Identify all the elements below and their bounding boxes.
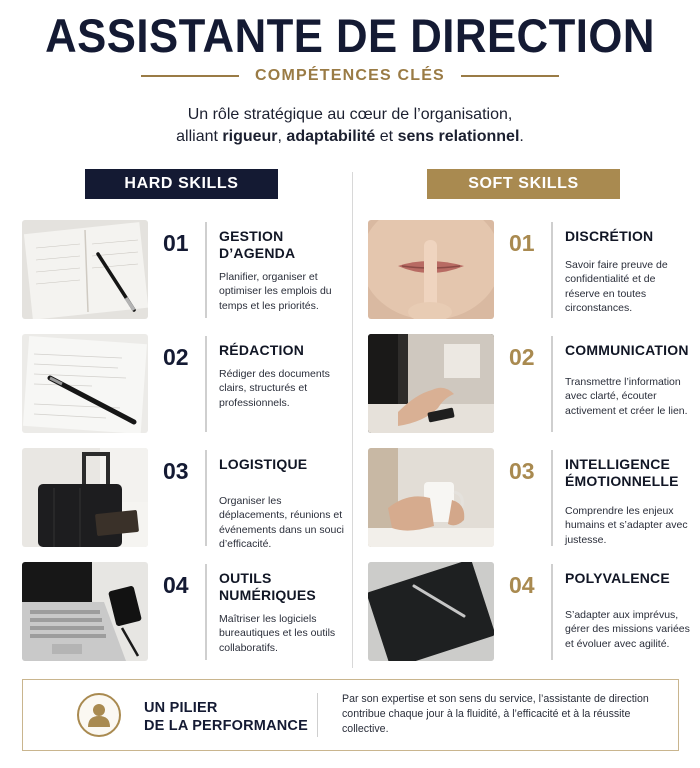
skill-number: 04 [163,572,189,598]
intro-emphasis-sens-relationnel: sens relationnel [397,128,520,145]
skill-description: Planifier, organiser et optimiser les emplois du temps et les priorités. [219,271,332,312]
column-divider [352,172,353,668]
intro-emphasis-adaptabilite: adaptabilité [286,128,376,145]
planner-image [22,220,148,319]
skill-title: GESTION D’AGENDA [219,228,296,261]
skill-number: 04 [509,572,535,598]
skill-number: 01 [163,230,189,256]
hard-skill-card [22,448,352,548]
card-divider [551,336,553,432]
skill-title: COMMUNICATION [565,342,689,358]
intro-sep-2: et [375,128,398,145]
skill-title: DISCRÉTION [565,228,654,244]
conversation-image [368,334,494,433]
soft-skill-card [368,562,698,662]
subtitle-row [0,66,700,86]
skill-description: Maîtriser les logiciels bureautiques et les outils collaboratifs. [219,613,336,654]
footer-title-line-1: UN PILIER [144,700,218,716]
skill-title: RÉDACTION [219,342,305,358]
hard-skills-heading: HARD SKILLS [85,169,278,199]
notebook-image [368,562,494,661]
skill-number: 02 [163,344,189,370]
subtitle-rule-left [141,75,239,77]
skill-number: 03 [163,458,189,484]
laptop-image [22,562,148,661]
card-divider [205,450,207,546]
card-divider [551,450,553,546]
skill-number: 01 [509,230,535,256]
page-title: ASSISTANTE DE DIRECTION [45,9,655,62]
soft-skill-card [368,220,698,320]
subtitle: COMPÉTENCES CLÉS [255,67,445,84]
hard-skill-card [22,220,352,320]
skill-description: Transmettre l’information avec clarté, écouter activement et créer le lien. [565,376,688,417]
skill-title: INTELLIGENCE ÉMOTIONNELLE [565,456,679,489]
skill-title: OUTILS NUMÉRIQUES [219,570,316,603]
card-divider [551,222,553,318]
intro-text [0,104,700,148]
intro-sep-1: , [277,128,287,145]
skill-description: Comprendre les enjeux humains et s’adapter avec justesse. [565,505,688,546]
skill-title: POLYVALENCE [565,570,670,586]
soft-skills-heading: SOFT SKILLS [427,169,620,199]
skill-description: Organiser les déplacements, réunions et événements dans un souci d’efficacité. [219,495,344,550]
hard-skill-card [22,562,352,662]
footer-title-line-2: DE LA PERFORMANCE [144,718,308,734]
suitcase-image [22,448,148,547]
skill-title: LOGISTIQUE [219,456,308,472]
subtitle-rule-right [461,75,559,77]
pen-document-image [22,334,148,433]
intro-line-2 [0,126,700,148]
card-divider [205,222,207,318]
skill-description: Rédiger des documents clairs, structurés et professionnels. [219,368,330,409]
hard-skill-card [22,334,352,434]
footer-text: Par son expertise et son sens du service, l’assistante de direction contribue chaque jour à la fluidité, à l’efficacité et à la réussite collective. [342,693,649,735]
soft-skill-card [368,334,698,434]
intro-line-1: Un rôle stratégique au cœur de l’organisation, [187,106,513,123]
skill-description: S’adapter aux imprévus, gérer des missions variées et évoluer avec agilité. [565,609,690,650]
soft-skill-card [368,448,698,548]
footer-banner [22,679,679,751]
card-divider [205,564,207,660]
footer-divider [317,693,318,737]
card-divider [551,564,553,660]
intro-end: . [519,128,524,145]
cup-image [368,448,494,547]
skill-number: 03 [509,458,535,484]
person-icon [77,693,121,737]
skill-number: 02 [509,344,535,370]
footer-title [144,699,308,735]
discretion-image [368,220,494,319]
skill-description: Savoir faire preuve de confidentialité et de réserve en toutes circonstances. [565,259,668,314]
card-divider [205,336,207,432]
intro-emphasis-rigueur: rigueur [222,128,278,145]
intro-text-start: alliant [176,128,223,145]
